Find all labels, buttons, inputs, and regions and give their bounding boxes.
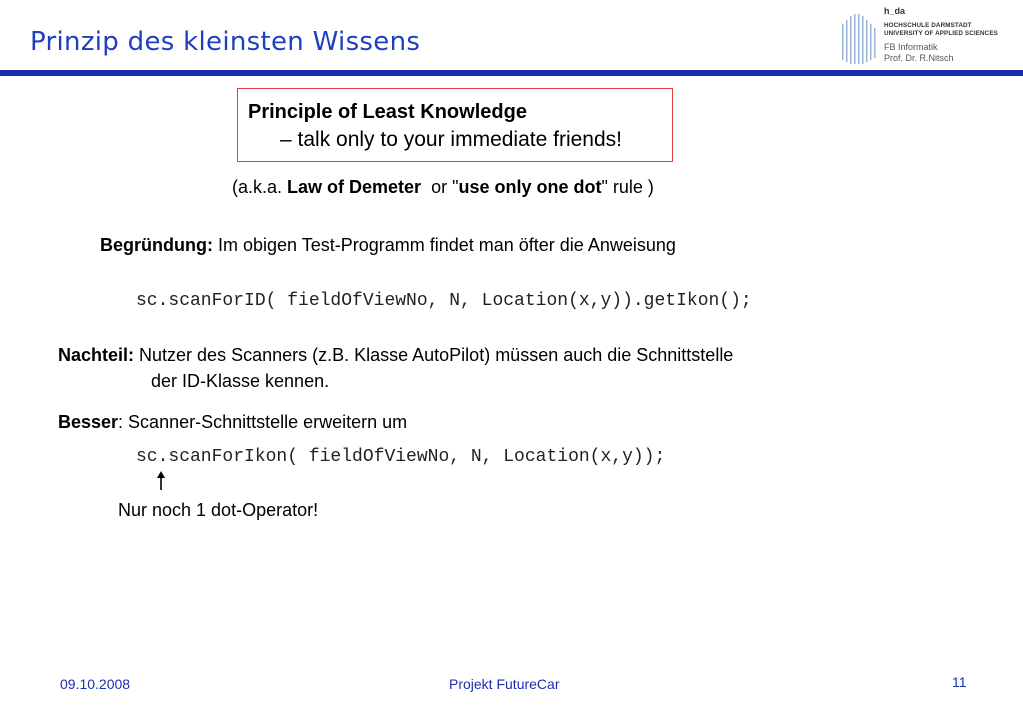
aka-middle: or " — [421, 177, 459, 197]
drawback-line-2: der ID-Klasse kennen. — [151, 371, 330, 391]
law-of-demeter: Law of Demeter — [287, 177, 422, 197]
drawback-line-1 — [58, 345, 733, 366]
aka-line — [232, 177, 654, 198]
title-divider — [0, 70, 1023, 76]
page-number: 11 — [952, 674, 967, 690]
arrow-up-icon — [155, 471, 167, 491]
better-label: Besser — [58, 412, 119, 432]
logo-line-1: HOCHSCHULE DARMSTADT — [884, 22, 972, 29]
logo-line-2: UNIVERSITY OF APPLIED SCIENCES — [884, 30, 998, 37]
aka-suffix: " rule ) — [601, 177, 654, 197]
university-logo — [884, 6, 998, 64]
better-line — [58, 412, 407, 433]
drawback-text-1: Nutzer des Scanners (z.B. Klasse AutoPilot) müssen auch die Schnittstelle — [134, 345, 734, 365]
drawback-label: Nachteil: — [58, 345, 135, 365]
code-example-1: sc.scanForID( fieldOfViewNo, N, Location(x,y)).getIkon(); — [136, 291, 752, 311]
hda-logo-icon — [842, 14, 878, 64]
principle-subtitle: – talk only to your immediate friends! — [280, 128, 622, 151]
footer-project: Projekt FutureCar — [449, 676, 560, 692]
use-one-dot: use only one dot — [458, 177, 602, 197]
footer-date: 09.10.2008 — [60, 676, 131, 692]
code-example-2: sc.scanForIkon( fieldOfViewNo, N, Location(x,y)); — [136, 447, 666, 467]
reason-text: Im obigen Test-Programm findet man öfter die Anweisung — [212, 235, 676, 255]
logo-department: FB Informatik — [884, 42, 938, 52]
aka-prefix: (a.k.a. — [232, 177, 288, 197]
reason-line — [100, 235, 676, 256]
logo-professor: Prof. Dr. R.Nitsch — [884, 53, 954, 63]
dot-operator-note: Nur noch 1 dot-Operator! — [118, 500, 319, 520]
logo-brand: h_da — [884, 6, 906, 16]
slide-title: Prinzip des kleinsten Wissens — [30, 27, 421, 57]
principle-heading: Principle of Least Knowledge — [248, 101, 527, 123]
reason-label: Begründung: — [100, 235, 213, 255]
better-text: : Scanner-Schnittstelle erweitern um — [118, 412, 408, 432]
